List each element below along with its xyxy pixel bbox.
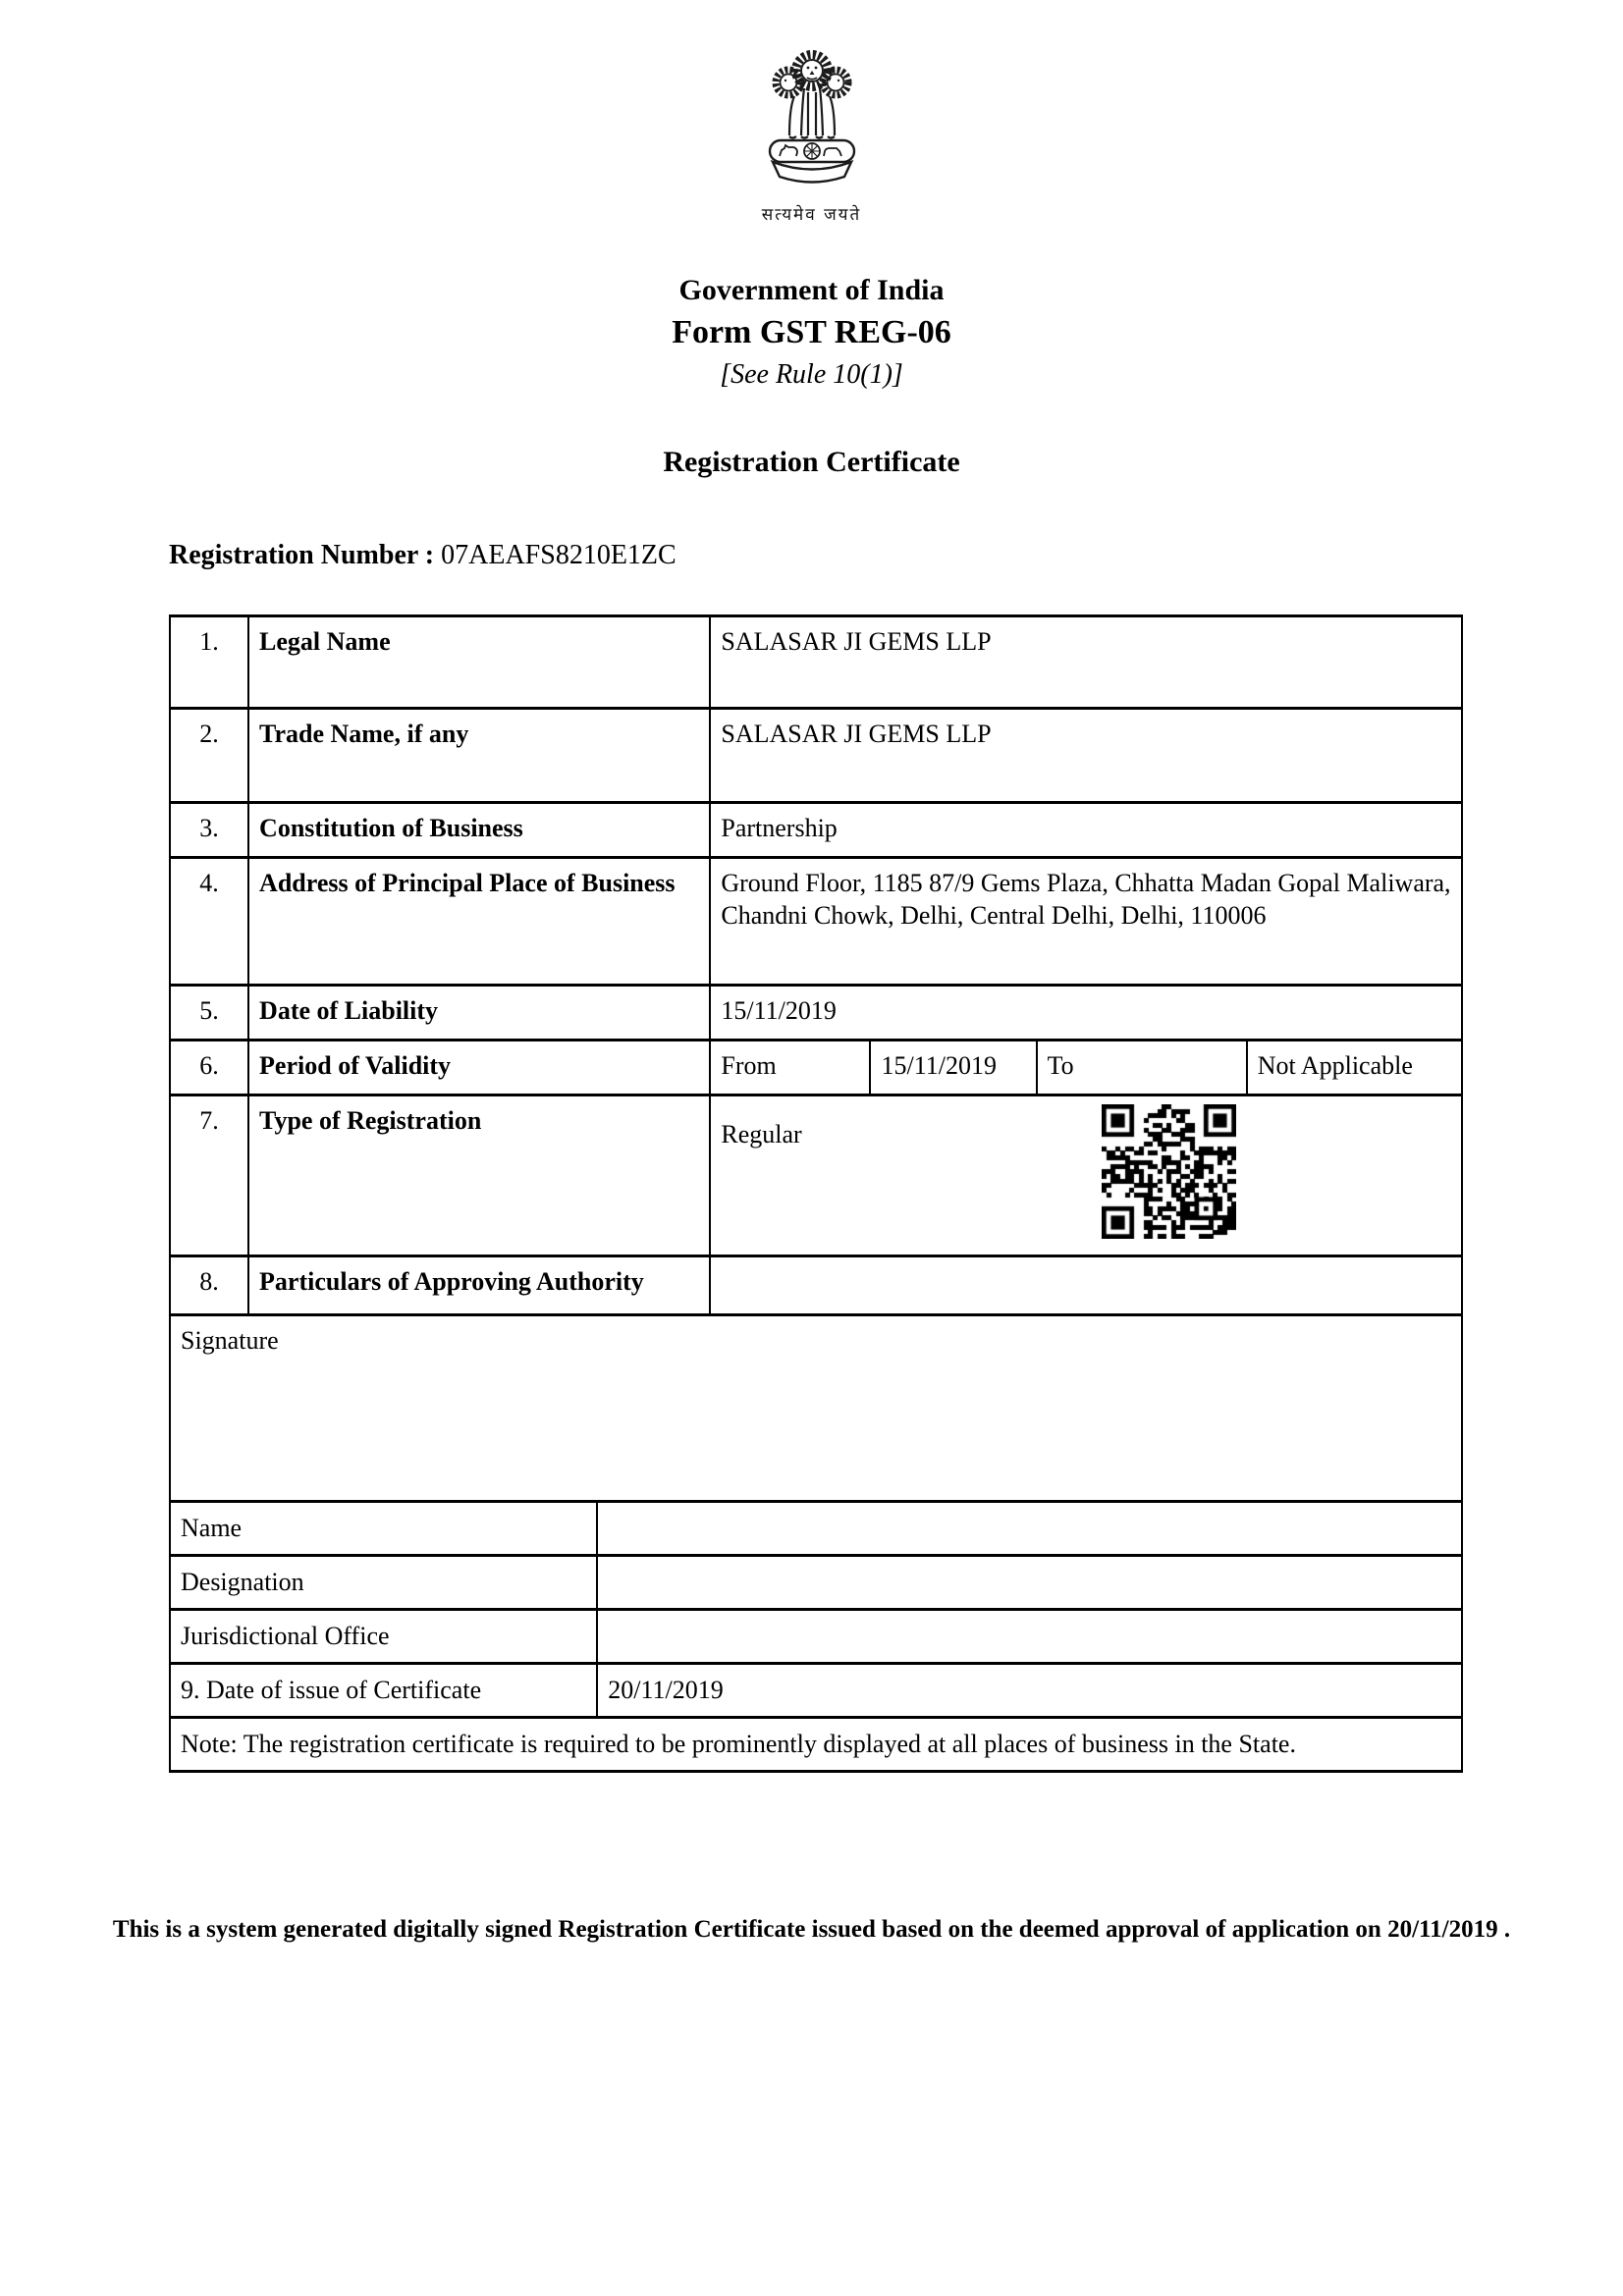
table-row-approving-authority	[170, 1256, 1462, 1315]
form-title: Form GST REG-06	[672, 314, 951, 350]
table-row-type-of-registration	[170, 1095, 1462, 1256]
detail-label: 9. Date of issue of Certificate	[170, 1664, 597, 1718]
emblem-block	[0, 0, 1623, 225]
detail-value	[597, 1556, 1462, 1610]
row-number: 3.	[170, 803, 248, 858]
qr-code	[1102, 1104, 1236, 1239]
row-label: Constitution of Business	[248, 803, 710, 858]
row-number: 7.	[170, 1095, 248, 1256]
validity-from-label: From	[710, 1041, 870, 1095]
table-row-signature	[170, 1315, 1462, 1502]
government-title: Government of India	[678, 274, 945, 306]
state-emblem-of-india-icon	[765, 45, 859, 192]
row-value	[710, 1256, 1462, 1315]
row-label: Particulars of Approving Authority	[248, 1256, 710, 1315]
detail-label: Designation	[170, 1556, 597, 1610]
row-number: 1.	[170, 616, 248, 709]
detail-value: 20/11/2019	[597, 1664, 1462, 1718]
row-value: 15/11/2019	[710, 986, 1462, 1041]
row-label: Period of Validity	[248, 1041, 710, 1095]
row-label: Legal Name	[248, 616, 710, 709]
signature-cell: Signature	[170, 1315, 1462, 1502]
certificate-title: Registration Certificate	[663, 446, 960, 478]
registration-number-label: Registration Number :	[169, 540, 435, 570]
row-number: 8.	[170, 1256, 248, 1315]
validity-from-value: 15/11/2019	[870, 1041, 1036, 1095]
row-value: SALASAR JI GEMS LLP	[710, 709, 1462, 803]
table-row-trade-name	[170, 709, 1462, 803]
emblem-motto: सत्यमेव जयते	[761, 205, 862, 225]
row-label: Date of Liability	[248, 986, 710, 1041]
detail-label: Name	[170, 1502, 597, 1556]
table-row-designation	[170, 1556, 1462, 1610]
detail-label: Jurisdictional Office	[170, 1610, 597, 1664]
detail-value	[597, 1502, 1462, 1556]
type-of-registration-cell	[710, 1095, 1462, 1256]
row-number: 4.	[170, 858, 248, 986]
table-row-period-of-validity	[170, 1041, 1462, 1095]
row-number: 2.	[170, 709, 248, 803]
registration-number-line	[169, 540, 1623, 571]
validity-to-value: Not Applicable	[1247, 1041, 1462, 1095]
registration-number-value: 07AEAFS8210E1ZC	[441, 540, 676, 570]
table-row-date-of-issue	[170, 1664, 1462, 1718]
table-row-legal-name	[170, 616, 1462, 709]
table-row-name	[170, 1502, 1462, 1556]
row-label: Type of Registration	[248, 1095, 710, 1256]
row-value: SALASAR JI GEMS LLP	[710, 616, 1462, 709]
table-row-address	[170, 858, 1462, 986]
table-row-date-of-liability	[170, 986, 1462, 1041]
rule-reference: [See Rule 10(1)]	[720, 359, 903, 390]
row-label: Address of Principal Place of Business	[248, 858, 710, 986]
detail-value	[597, 1610, 1462, 1664]
table-row-constitution	[170, 803, 1462, 858]
row-value: Partnership	[710, 803, 1462, 858]
table-row-jurisdictional-office	[170, 1610, 1462, 1664]
row-label: Trade Name, if any	[248, 709, 710, 803]
row-number: 5.	[170, 986, 248, 1041]
validity-to-label: To	[1037, 1041, 1247, 1095]
certificate-table	[169, 614, 1463, 1773]
row-number: 6.	[170, 1041, 248, 1095]
system-generated-note: This is a system generated digitally signed Registration Certificate issued based on the deemed approval of application on 20/11/2019 .	[112, 1916, 1511, 1943]
row-value: Regular	[721, 1120, 802, 1148]
table-row-note	[170, 1718, 1462, 1772]
row-value: Ground Floor, 1185 87/9 Gems Plaza, Chhatta Madan Gopal Maliwara, Chandni Chowk, Delhi, Central Delhi, Delhi, 110006	[710, 858, 1462, 986]
note-cell: Note: The registration certificate is required to be prominently displayed at all places of business in the State.	[170, 1718, 1462, 1772]
